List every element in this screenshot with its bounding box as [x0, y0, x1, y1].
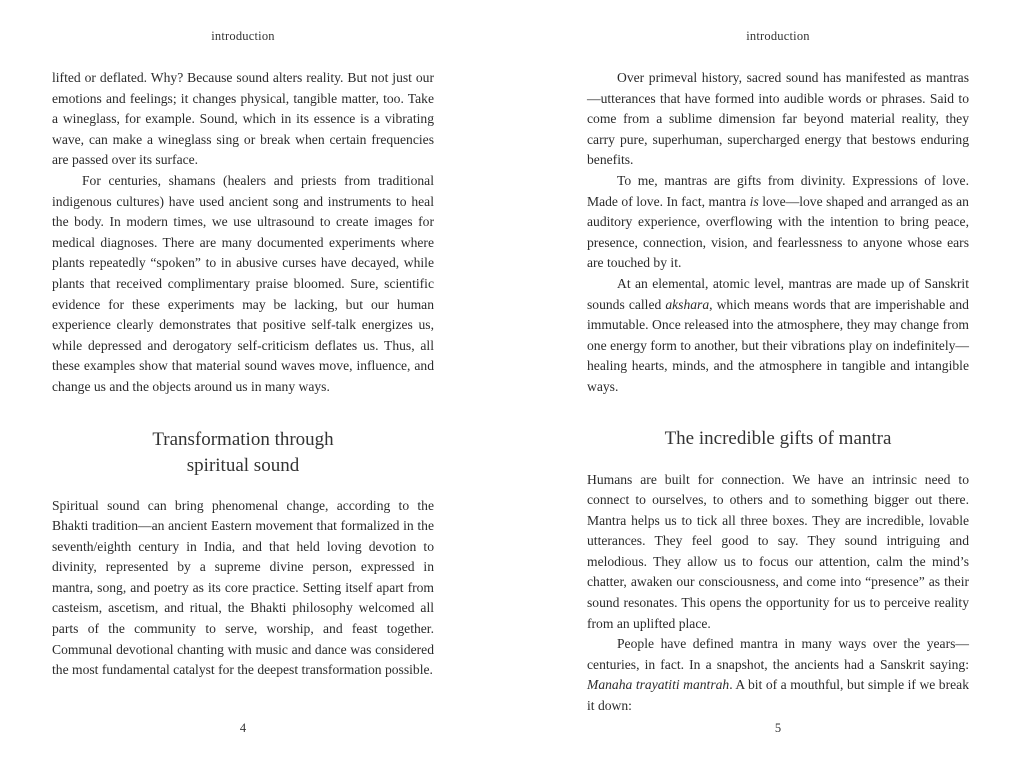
running-head: introduction	[211, 29, 275, 43]
emphasis: is	[749, 193, 759, 209]
paragraph: Over primeval history, sacred sound has manifested as mantras—utterances that have formed into audible words or phrases. Said to come from a sublime dimension far beyond material reality, they carry pure, superhuman, supercharged energy that bestows enduring benefits.	[587, 70, 969, 168]
right-page	[587, 0, 969, 765]
page-number: 5	[774, 721, 782, 735]
text-run: , which means words that are imperishable and immutable. Once released into the atmosphere, they may change from one energy form to another, but their vibrations play on indefinitely—healing hearts, minds, and the atmosphere in tangible and intangible ways.	[587, 296, 969, 394]
page-body	[587, 68, 969, 717]
paragraph	[587, 274, 969, 398]
text-run: People have defined mantra in many ways over the years—centuries, in fact. In a snapshot, the ancients had a Sanskrit saying:	[587, 636, 969, 672]
paragraph: lifted or deflated. Why? Because sound alters reality. But not just our emotions and feelings; it changes physical, tangible matter, too. Take a wineglass, for example. Sound, which in its essence is a vibrating wave, can make a wineglass sing or break when certain frequencies are passed over its surface.	[52, 70, 434, 168]
heading-line: Transformation through	[152, 428, 334, 450]
paragraph	[587, 634, 969, 716]
emphasis: akshara	[665, 296, 710, 312]
emphasis: Manaha trayatiti mantrah	[587, 677, 730, 693]
paragraph	[587, 171, 969, 274]
text-run: At an elemental, atomic level, mantras are made up of Sanskrit sounds called	[587, 275, 969, 312]
text-run: love—love shaped and arranged as an auditory experience, overflowing with the intention to bring peace, presence, connection, vision, and fearlessness to anyone whose ears are touched by it.	[587, 193, 969, 271]
section-heading: The incredible gifts of mantra	[664, 427, 892, 449]
running-head: introduction	[746, 29, 810, 43]
page-body	[52, 68, 434, 681]
text-run: To me, mantras are gifts from divinity. Expressions of love. Made of love. In fact, mantra	[587, 172, 969, 209]
section-heading	[52, 427, 434, 479]
paragraph: Humans are built for connection. We have an intrinsic need to connect to ourselves, to others and to something bigger out there. Mantra helps us to tick all three boxes. They are incredible, lovable utterances. They feel good to say. They sound intriguing and melodious. They allow us to focus our attention, calm the mind’s chatter, awaken our consciousness, and come into “presence” as their sound resonates. This opens the opportunity for us to perceive reality from an uplifted place.	[587, 471, 969, 631]
text-run: . A bit of a mouthful, but simple if we break it down:	[587, 677, 969, 714]
paragraph: Spiritual sound can bring phenomenal change, according to the Bhakti tradition—an ancient Eastern movement that formalized in the seventh/eighth century in India, and that held loving devotion to divinity, represented by a supreme divine person, expressed in mantra, song, and poetry as its core practice. Setting itself apart from casteism, ascetism, and ritual, the Bhakti philosophy welcomed all parts of the community to serve, worship, and feast together. Communal devotional chanting with music and dance was considered the most fundamental catalyst for the deepest transformation possible.	[52, 497, 434, 678]
paragraph: For centuries, shamans (healers and priests from traditional indigenous cultures) have used ancient song and instruments to heal the body. In modern times, we use ultrasound to create images for medical diagnoses. There are many documented experiments where plants repeatedly “spoken” to in abusive curses have decayed, while plants that received complimentary praise bloomed. Sure, scientific evidence for these experiments may be lacking, but our human experience clearly demonstrates that positive self-talk energizes us, while depressed and derogatory self-criticism deflates us. Thus, all these examples show that material sound waves move, influence, and change us and the objects around us in many ways.	[52, 172, 434, 394]
page-number: 4	[239, 721, 247, 735]
heading-line: spiritual sound	[186, 454, 300, 476]
left-page	[52, 0, 434, 765]
